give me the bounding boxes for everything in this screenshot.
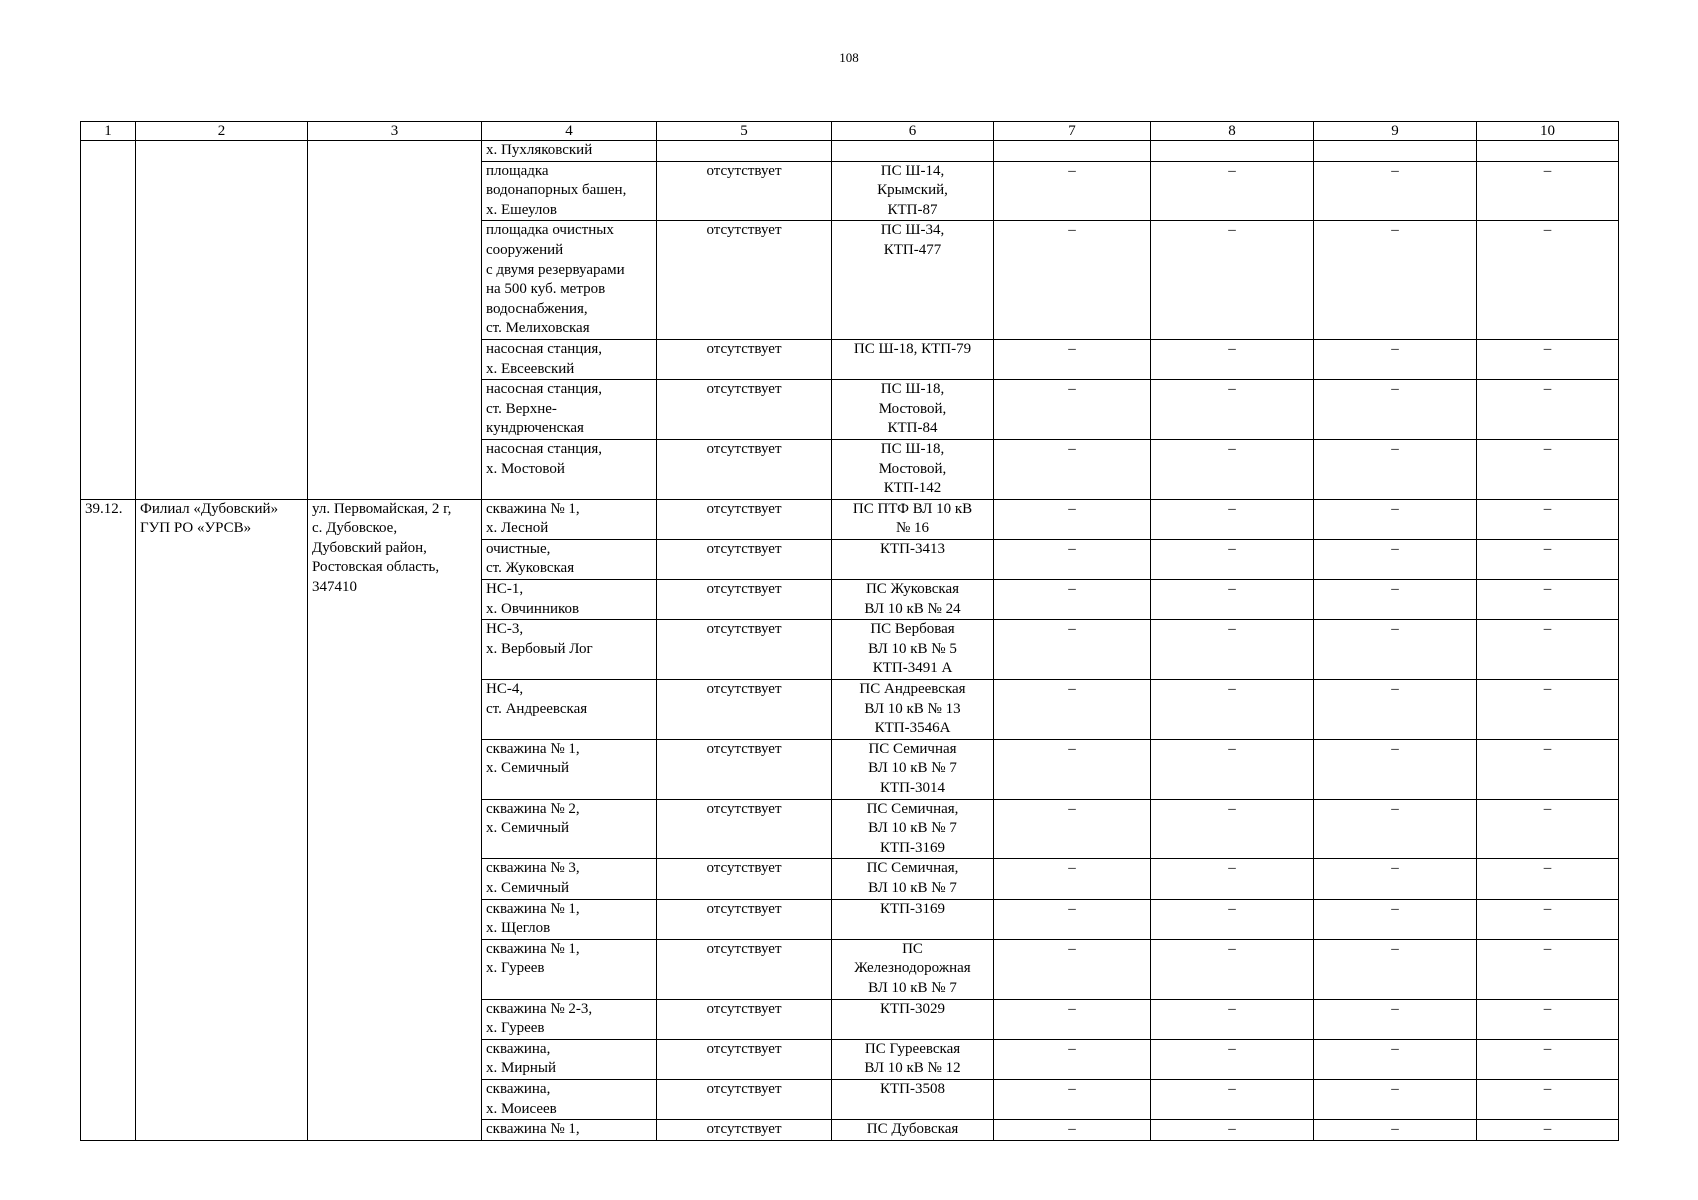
object-cell: НС-3, х. Вербовый Лог — [482, 620, 657, 680]
empty-cell — [1477, 141, 1619, 162]
status-cell: отсутствует — [657, 1039, 832, 1079]
status-cell: отсутствует — [657, 859, 832, 899]
dash-cell: – — [1151, 999, 1314, 1039]
power-supply-cell: КТП-3508 — [832, 1079, 994, 1119]
dash-cell: – — [1314, 739, 1477, 799]
dash-cell: – — [994, 1079, 1151, 1119]
dash-cell: – — [1314, 499, 1477, 539]
object-cell: скважина № 1, х. Лесной — [482, 499, 657, 539]
dash-cell: – — [1314, 999, 1477, 1039]
status-cell: отсутствует — [657, 680, 832, 740]
dash-cell: – — [994, 859, 1151, 899]
status-cell: отсутствует — [657, 221, 832, 340]
dash-cell: – — [1477, 999, 1619, 1039]
page-number: 108 — [839, 50, 859, 65]
object-cell: скважина № 1, — [482, 1120, 657, 1141]
dash-cell: – — [994, 580, 1151, 620]
dash-cell: – — [994, 799, 1151, 859]
object-cell: насосная станция, ст. Верхне- кундрюченская — [482, 380, 657, 440]
organization-cell: Филиал «Дубовский» ГУП РО «УРСВ» — [136, 499, 308, 1140]
object-cell: скважина, х. Мирный — [482, 1039, 657, 1079]
col-header: 6 — [832, 122, 994, 141]
status-cell: отсутствует — [657, 380, 832, 440]
dash-cell: – — [1151, 339, 1314, 379]
power-supply-cell: КТП-3029 — [832, 999, 994, 1039]
address-cell: ул. Первомайская, 2 г, с. Дубовское, Дубовский район, Ростовская область, 347410 — [308, 499, 482, 1140]
object-cell: площадка водонапорных башен, х. Ешеулов — [482, 161, 657, 221]
dash-cell: – — [1314, 161, 1477, 221]
power-supply-cell: ПС Ш-14, Крымский, КТП-87 — [832, 161, 994, 221]
dash-cell: – — [1151, 680, 1314, 740]
dash-cell: – — [1477, 539, 1619, 579]
dash-cell: – — [994, 161, 1151, 221]
status-cell: отсутствует — [657, 539, 832, 579]
dash-cell: – — [1314, 680, 1477, 740]
power-supply-cell: ПС Андреевская ВЛ 10 кВ № 13 КТП-3546А — [832, 680, 994, 740]
col-header: 4 — [482, 122, 657, 141]
address-cell — [308, 141, 482, 500]
dash-cell: – — [1151, 1079, 1314, 1119]
dash-cell: – — [1151, 161, 1314, 221]
dash-cell: – — [994, 620, 1151, 680]
row-number-cell — [81, 141, 136, 500]
dash-cell: – — [994, 439, 1151, 499]
dash-cell: – — [1477, 620, 1619, 680]
dash-cell: – — [1477, 439, 1619, 499]
power-supply-cell: КТП-3413 — [832, 539, 994, 579]
power-supply-cell: ПС Гуреевская ВЛ 10 кВ № 12 — [832, 1039, 994, 1079]
dash-cell: – — [1477, 939, 1619, 999]
power-supply-cell: ПС Семичная, ВЛ 10 кВ № 7 КТП-3169 — [832, 799, 994, 859]
status-cell: отсутствует — [657, 161, 832, 221]
dash-cell: – — [1477, 680, 1619, 740]
object-cell: скважина № 3, х. Семичный — [482, 859, 657, 899]
dash-cell: – — [1314, 939, 1477, 999]
object-cell: НС-4, ст. Андреевская — [482, 680, 657, 740]
dash-cell: – — [994, 899, 1151, 939]
status-cell: отсутствует — [657, 499, 832, 539]
power-supply-cell: ПС Ш-18, Мостовой, КТП-142 — [832, 439, 994, 499]
dash-cell: – — [1477, 899, 1619, 939]
status-cell: отсутствует — [657, 999, 832, 1039]
dash-cell: – — [994, 221, 1151, 340]
status-cell: отсутствует — [657, 620, 832, 680]
power-supply-cell: ПС Железнодорожная ВЛ 10 кВ № 7 — [832, 939, 994, 999]
dash-cell: – — [994, 739, 1151, 799]
table-row — [81, 141, 1619, 162]
dash-cell: – — [1151, 1120, 1314, 1141]
dash-cell: – — [1314, 799, 1477, 859]
dash-cell: – — [1477, 339, 1619, 379]
dash-cell: – — [1314, 580, 1477, 620]
dash-cell: – — [994, 1120, 1151, 1141]
dash-cell: – — [1151, 939, 1314, 999]
status-cell: отсутствует — [657, 739, 832, 799]
dash-cell: – — [1151, 439, 1314, 499]
status-cell: отсутствует — [657, 799, 832, 859]
dash-cell: – — [1314, 1039, 1477, 1079]
dash-cell: – — [994, 680, 1151, 740]
header-row — [81, 122, 1619, 141]
empty-cell — [1151, 141, 1314, 162]
status-cell: отсутствует — [657, 939, 832, 999]
dash-cell: – — [994, 999, 1151, 1039]
object-cell: скважина, х. Моисеев — [482, 1079, 657, 1119]
data-table — [80, 121, 1619, 1141]
dash-cell: – — [1151, 539, 1314, 579]
dash-cell: – — [1477, 799, 1619, 859]
dash-cell: – — [1477, 380, 1619, 440]
dash-cell: – — [994, 380, 1151, 440]
dash-cell: – — [1314, 859, 1477, 899]
dash-cell: – — [1477, 1120, 1619, 1141]
empty-cell — [994, 141, 1151, 162]
power-supply-cell: ПС Ш-18, КТП-79 — [832, 339, 994, 379]
dash-cell: – — [1314, 620, 1477, 680]
power-supply-cell: ПС ПТФ ВЛ 10 кВ № 16 — [832, 499, 994, 539]
row-number-cell: 39.12. — [81, 499, 136, 1140]
status-cell: отсутствует — [657, 899, 832, 939]
empty-cell — [832, 141, 994, 162]
status-cell: отсутствует — [657, 1079, 832, 1119]
dash-cell: – — [1151, 580, 1314, 620]
object-cell: НС-1, х. Овчинников — [482, 580, 657, 620]
object-cell: скважина № 2, х. Семичный — [482, 799, 657, 859]
dash-cell: – — [1314, 221, 1477, 340]
dash-cell: – — [1477, 859, 1619, 899]
col-header: 2 — [136, 122, 308, 141]
power-supply-cell: ПС Жуковская ВЛ 10 кВ № 24 — [832, 580, 994, 620]
object-cell: площадка очистных сооружений с двумя резервуарами на 500 куб. метров водоснабжения, ст. Мелиховская — [482, 221, 657, 340]
dash-cell: – — [1151, 899, 1314, 939]
col-header: 1 — [81, 122, 136, 141]
power-supply-cell: ПС Семичная ВЛ 10 кВ № 7 КТП-3014 — [832, 739, 994, 799]
dash-cell: – — [1314, 899, 1477, 939]
object-cell: скважина № 1, х. Семичный — [482, 739, 657, 799]
power-supply-cell: ПС Семичная, ВЛ 10 кВ № 7 — [832, 859, 994, 899]
dash-cell: – — [1477, 1039, 1619, 1079]
col-header: 3 — [308, 122, 482, 141]
power-supply-cell: ПС Вербовая ВЛ 10 кВ № 5 КТП-3491 А — [832, 620, 994, 680]
object-cell: насосная станция, х. Мостовой — [482, 439, 657, 499]
status-cell: отсутствует — [657, 439, 832, 499]
status-cell: отсутствует — [657, 339, 832, 379]
dash-cell: – — [1477, 580, 1619, 620]
col-header: 10 — [1477, 122, 1619, 141]
dash-cell: – — [1151, 1039, 1314, 1079]
dash-cell: – — [1151, 380, 1314, 440]
dash-cell: – — [1477, 499, 1619, 539]
dash-cell: – — [1314, 339, 1477, 379]
dash-cell: – — [994, 499, 1151, 539]
dash-cell: – — [994, 1039, 1151, 1079]
dash-cell: – — [994, 539, 1151, 579]
object-cell: очистные, ст. Жуковская — [482, 539, 657, 579]
object-cell: скважина № 1, х. Щеглов — [482, 899, 657, 939]
status-cell: отсутствует — [657, 580, 832, 620]
empty-cell — [657, 141, 832, 162]
col-header: 7 — [994, 122, 1151, 141]
object-cell: х. Пухляковский — [482, 141, 657, 162]
col-header: 9 — [1314, 122, 1477, 141]
dash-cell: – — [1151, 221, 1314, 340]
object-cell: насосная станция, х. Евсеевский — [482, 339, 657, 379]
col-header: 8 — [1151, 122, 1314, 141]
dash-cell: – — [1314, 539, 1477, 579]
dash-cell: – — [1314, 1079, 1477, 1119]
dash-cell: – — [1151, 620, 1314, 680]
power-supply-cell: КТП-3169 — [832, 899, 994, 939]
dash-cell: – — [1151, 739, 1314, 799]
power-supply-cell: ПС Ш-34, КТП-477 — [832, 221, 994, 340]
dash-cell: – — [1477, 739, 1619, 799]
power-supply-cell: ПС Дубовская — [832, 1120, 994, 1141]
dash-cell: – — [994, 939, 1151, 999]
dash-cell: – — [1151, 799, 1314, 859]
dash-cell: – — [1477, 161, 1619, 221]
dash-cell: – — [1151, 859, 1314, 899]
object-cell: скважина № 2-3, х. Гуреев — [482, 999, 657, 1039]
empty-cell — [1314, 141, 1477, 162]
col-header: 5 — [657, 122, 832, 141]
power-supply-cell: ПС Ш-18, Мостовой, КТП-84 — [832, 380, 994, 440]
dash-cell: – — [1314, 1120, 1477, 1141]
dash-cell: – — [994, 339, 1151, 379]
dash-cell: – — [1151, 499, 1314, 539]
table-row — [81, 499, 1619, 539]
organization-cell — [136, 141, 308, 500]
object-cell: скважина № 1, х. Гуреев — [482, 939, 657, 999]
dash-cell: – — [1477, 1079, 1619, 1119]
dash-cell: – — [1314, 439, 1477, 499]
dash-cell: – — [1314, 380, 1477, 440]
dash-cell: – — [1477, 221, 1619, 340]
status-cell: отсутствует — [657, 1120, 832, 1141]
